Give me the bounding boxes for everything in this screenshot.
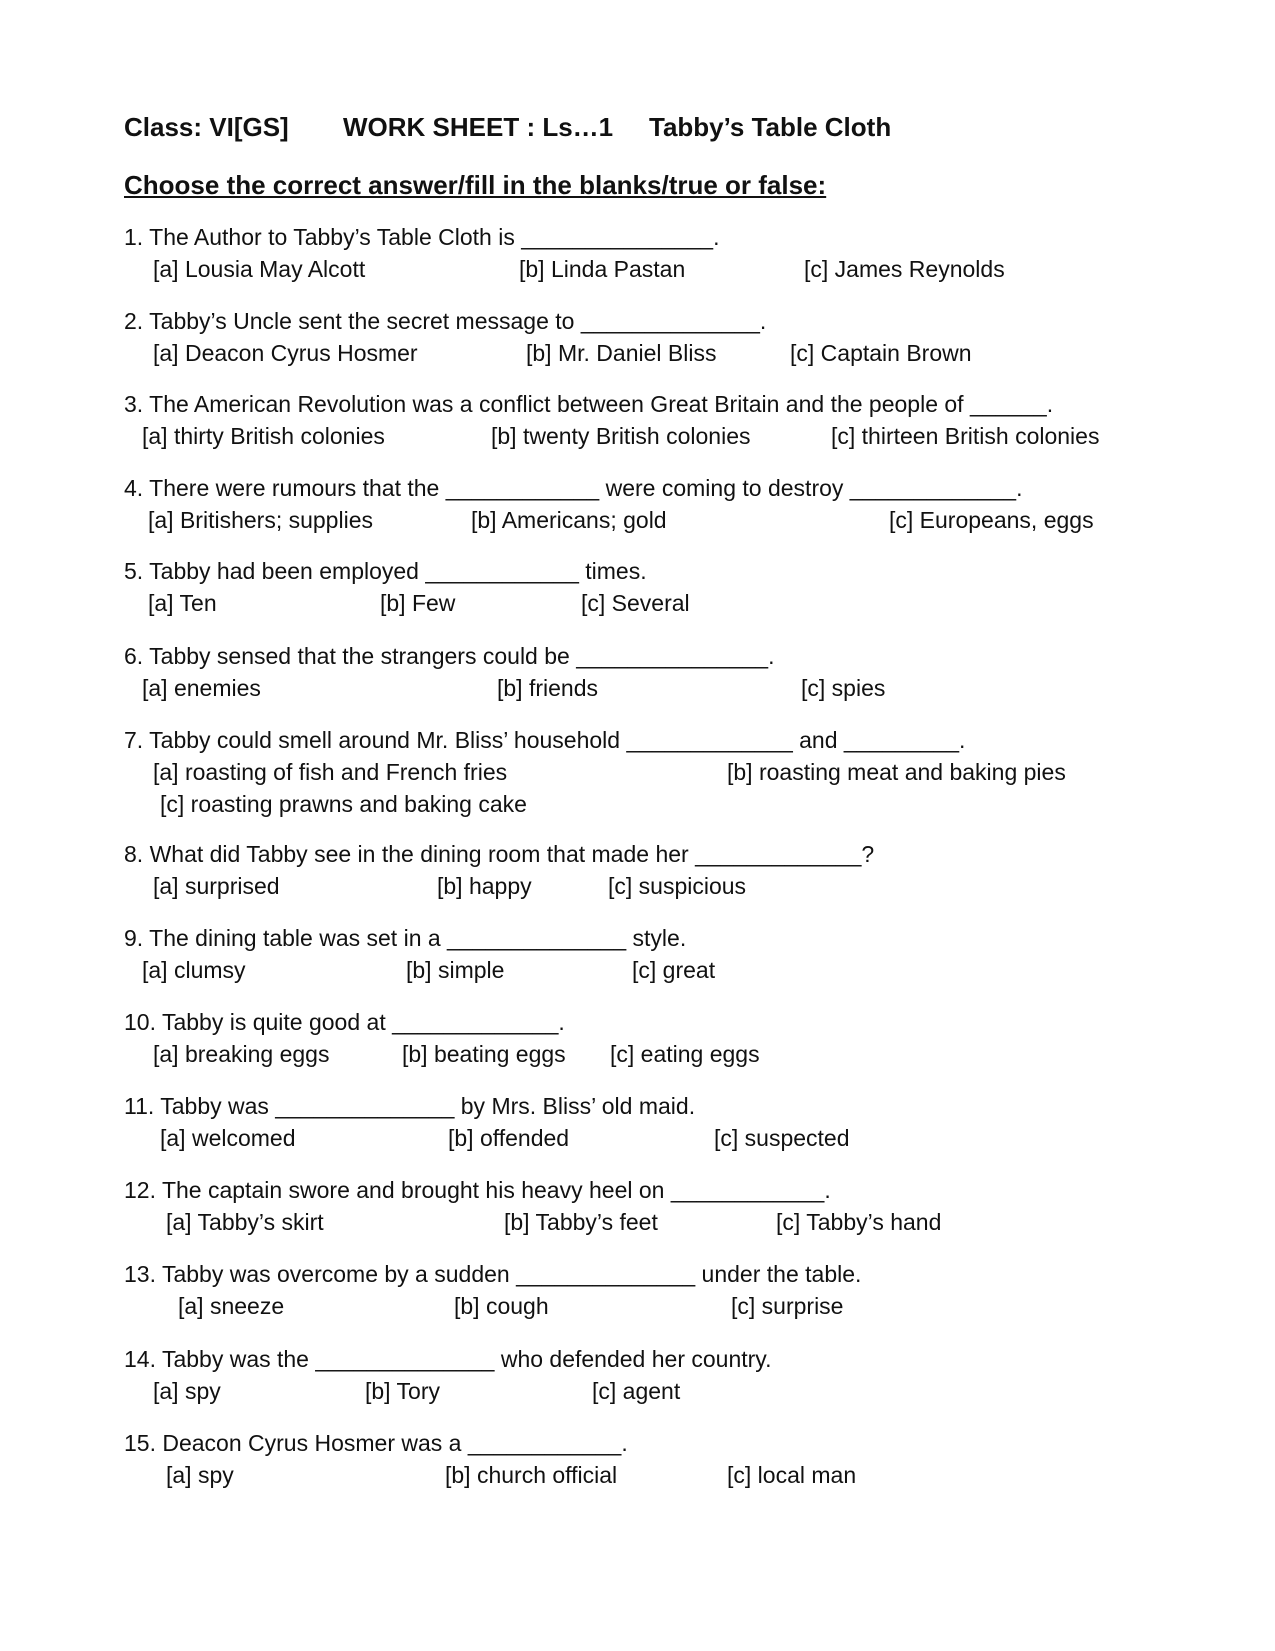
option-c: [c] suspected [714, 1125, 850, 1151]
option-c: [c] Captain Brown [790, 340, 972, 366]
option-c: [c] local man [727, 1462, 857, 1488]
option-c: [c] James Reynolds [804, 256, 1005, 282]
option-a: [a] spy [153, 1378, 221, 1404]
question-stem: 4. There were rumours that the ____________ were coming to destroy _____________. [124, 475, 1023, 501]
option-b: [b] Few [380, 590, 456, 616]
instructions-heading: Choose the correct answer/fill in the blanks/true or false: [124, 170, 827, 200]
question-stem: 11. Tabby was ______________ by Mrs. Bliss’ old maid. [124, 1093, 696, 1119]
option-b: [b] Linda Pastan [519, 256, 686, 282]
option-c: [c] Europeans, eggs [889, 507, 1094, 533]
option-c: [c] eating eggs [610, 1041, 760, 1067]
question-stem: 8. What did Tabby see in the dining room that made her _____________? [124, 841, 875, 867]
option-c: [c] great [632, 957, 716, 983]
option-c: [c] roasting prawns and baking cake [160, 791, 527, 817]
option-a: [a] Tabby’s skirt [166, 1209, 324, 1235]
option-a: [a] sneeze [178, 1293, 285, 1319]
worksheet-label: WORK SHEET : Ls…1 [343, 112, 614, 142]
option-c: [c] surprise [731, 1293, 844, 1319]
option-a: [a] Britishers; supplies [148, 507, 373, 533]
option-b: [b] beating eggs [402, 1041, 566, 1067]
question-stem: 5. Tabby had been employed ____________ times. [124, 558, 647, 584]
option-b: [b] simple [406, 957, 505, 983]
option-a: [a] spy [166, 1462, 234, 1488]
question-stem: 1. The Author to Tabby’s Table Cloth is _______________. [124, 224, 720, 250]
option-b: [b] Americans; gold [471, 507, 667, 533]
question-stem: 13. Tabby was overcome by a sudden ______________ under the table. [124, 1261, 862, 1287]
question-stem: 6. Tabby sensed that the strangers could be _______________. [124, 643, 775, 669]
option-b: [b] Tory [365, 1378, 440, 1404]
option-a: [a] welcomed [160, 1125, 296, 1151]
option-a: [a] thirty British colonies [142, 423, 385, 449]
option-a: [a] Lousia May Alcott [153, 256, 366, 282]
option-b: [b] church official [445, 1462, 618, 1488]
question-stem: 9. The dining table was set in a ______________ style. [124, 925, 687, 951]
option-b: [b] friends [497, 675, 598, 701]
option-c: [c] agent [592, 1378, 681, 1404]
class-label: Class: VI[GS] [124, 112, 289, 142]
option-b: [b] happy [437, 873, 532, 899]
option-b: [b] roasting meat and baking pies [727, 759, 1066, 785]
option-a: [a] Ten [148, 590, 217, 616]
lesson-title: Tabby’s Table Cloth [649, 112, 892, 142]
option-c: [c] Tabby’s hand [776, 1209, 942, 1235]
question-stem: 12. The captain swore and brought his heavy heel on ____________. [124, 1177, 831, 1203]
question-stem: 15. Deacon Cyrus Hosmer was a ____________. [124, 1430, 628, 1456]
option-c: [c] thirteen British colonies [831, 423, 1100, 449]
option-a: [a] Deacon Cyrus Hosmer [153, 340, 418, 366]
option-a: [a] breaking eggs [153, 1041, 330, 1067]
option-a: [a] clumsy [142, 957, 246, 983]
option-a: [a] surprised [153, 873, 280, 899]
question-stem: 2. Tabby’s Uncle sent the secret message to ______________. [124, 308, 767, 334]
option-b: [b] cough [454, 1293, 549, 1319]
option-c: [c] spies [801, 675, 886, 701]
option-b: [b] twenty British colonies [491, 423, 751, 449]
question-stem: 14. Tabby was the ______________ who defended her country. [124, 1346, 772, 1372]
option-a: [a] roasting of fish and French fries [153, 759, 508, 785]
option-b: [b] Tabby’s feet [504, 1209, 658, 1235]
option-a: [a] enemies [142, 675, 261, 701]
option-c: [c] suspicious [608, 873, 747, 899]
option-b: [b] Mr. Daniel Bliss [526, 340, 717, 366]
option-b: [b] offended [448, 1125, 570, 1151]
question-stem: 7. Tabby could smell around Mr. Bliss’ household _____________ and _________. [124, 727, 966, 753]
option-c: [c] Several [581, 590, 690, 616]
question-stem: 3. The American Revolution was a conflict between Great Britain and the people of ______. [124, 391, 1054, 417]
question-stem: 10. Tabby is quite good at _____________. [124, 1009, 565, 1035]
